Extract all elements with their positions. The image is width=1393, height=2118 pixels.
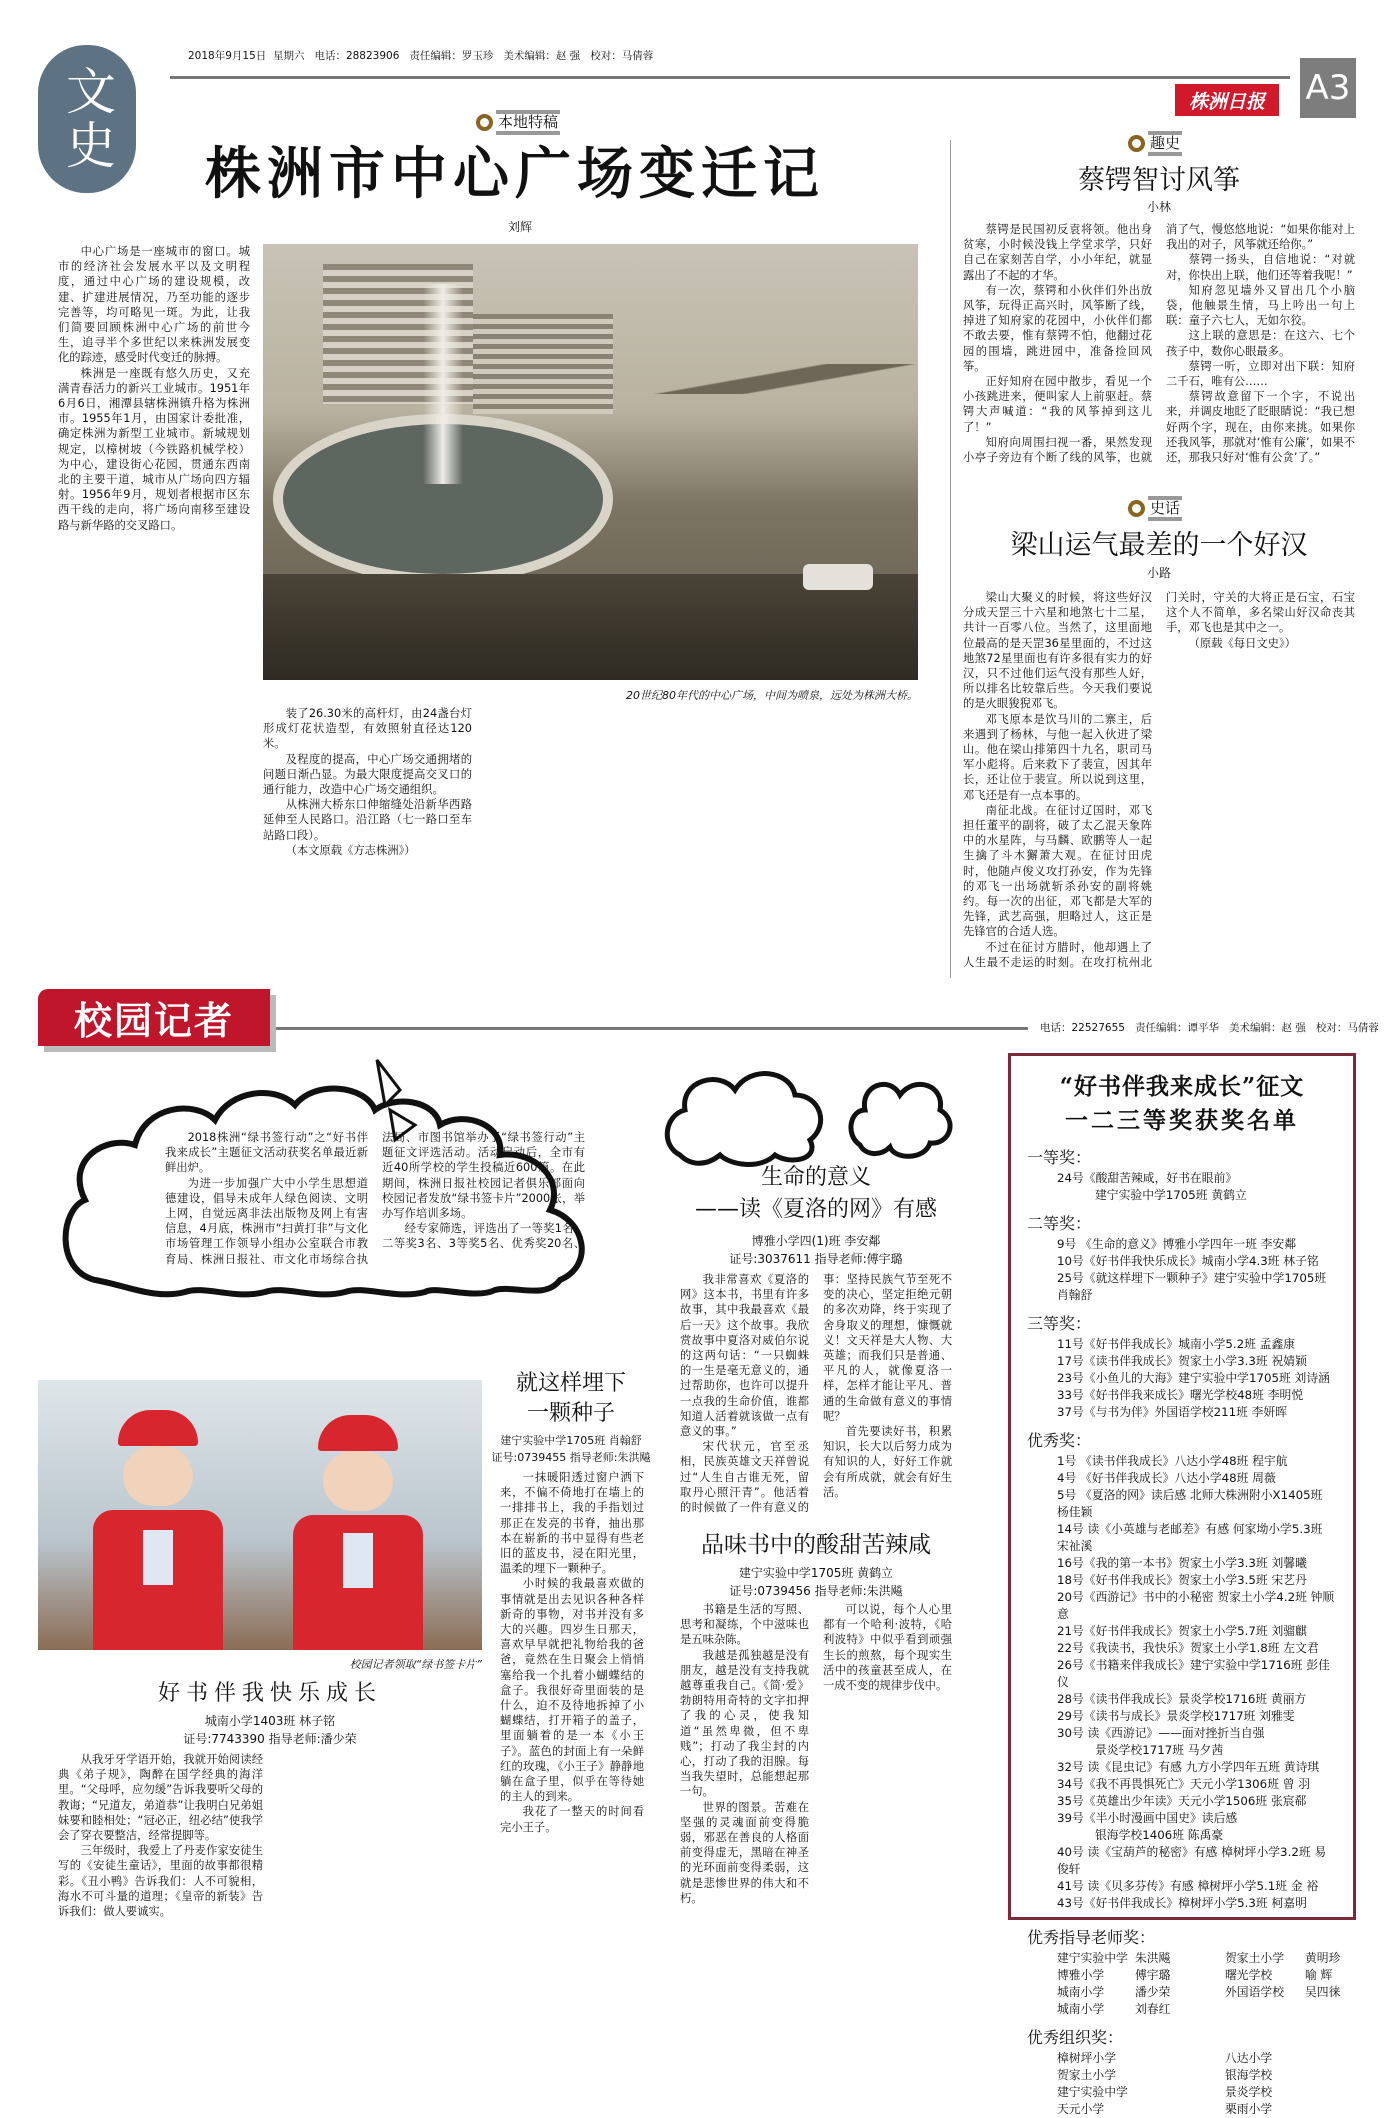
paragraph: 正好知府在园中散步，看见一个小孩跳进来，便叫家人上前驱赶。蔡锷大声喊道：“我的风筝掉到这儿了！” xyxy=(963,375,1152,434)
award-entry xyxy=(1027,1708,1337,1725)
award-entry-school: 建宁实验中学1705班 黄鹤立 xyxy=(1095,1188,1247,1202)
teacher-name: 喻 辉 xyxy=(1305,1968,1333,1982)
award-entry xyxy=(1027,1270,1337,1304)
org-name: 银海学校 xyxy=(1225,2068,1273,2082)
award-entry-title: 32号 读《昆虫记》有感 九方小学四年五班 黄诗琪 xyxy=(1057,1760,1320,1774)
section-badge xyxy=(38,45,136,193)
award-entry xyxy=(1027,1353,1337,1370)
paragraph: 书籍是生活的写照、思考和凝练，个中滋味也是五味杂陈。 xyxy=(680,1603,809,1647)
main-photo-caption: 20世纪80年代的中心广场，中间为喷泉，远处为株洲大桥。 xyxy=(626,689,918,702)
award-entry xyxy=(1027,1521,1337,1555)
paragraph: 为进一步加强广大中小学生思想道德建设，倡导未成年人绿色阅读、文明上网，自觉远离非法出版物及网上有害信息，4月底，株洲市“扫黄打非”与文化市场管理工作领导小组办公室联合市教育局、株洲日报社、市文化市场综合执法局、市图书馆举办了“绿书签行动”主题征文评选活动。活动启动后，全市有近40所学校的学生投稿近600篇。在此期间，株洲日报社校园记者俱乐部面向校园记者发放“绿书签卡片”2000张，举办写作培训多场。 xyxy=(165,1131,585,1266)
essay-happy-body xyxy=(58,1752,482,1928)
paragraph: 蔡锷一听，立即对出下联：知府二千石，唯有公…… xyxy=(1166,359,1355,389)
paragraph: 我越是孤独越是没有朋友，越是没有支持我就越尊重我自己。《简·爱》勃朗特用奇特的文字扣押了我的心灵，使我知道“虽然卑微，但不卑贱”；打动了我尘封的内心，打动了我的泪腺。每当我失望时，总能想起那一句。 xyxy=(680,1648,809,1799)
award-entry xyxy=(1027,1404,1337,1421)
teacher-school: 贺家土小学 xyxy=(1225,1951,1284,1965)
paragraph: 梁山大聚义的时候，将这些好汉分成天罡三十六星和地煞七十二星，共计一百零八位。当然了，这里面地位最高的是天罡36星里面的，不过这地煞72星里面也有许多很有实力的好汉，只不过他们运气没有那些人好，所以排名比较靠后些。今天我们要说的是火眼狻猊邓飞。 xyxy=(963,591,1152,711)
teacher-school: 城南小学 xyxy=(1057,1985,1105,1999)
teacher-name: 吴四徕 xyxy=(1305,1985,1341,1999)
award-entry-title: 25号《就这样埋下一颗种子》建宁实验中学1705班 肖翰舒 xyxy=(1057,1271,1327,1302)
teacher-school: 城南小学 xyxy=(1057,2002,1105,2016)
paragraph: 可以说，每个人心里都有一个哈利·波特，《哈利波特》中似乎看到顽强生长的煎熬，每个现实生活中的孩童甚至成人，在一成不变的规律步伐中。 xyxy=(823,1603,952,1693)
award-entry xyxy=(1027,1253,1337,1270)
orgs-label: 优秀组织奖： xyxy=(1027,2028,1124,2047)
side1-body xyxy=(963,222,1355,478)
award-entry-title: 4号 《好书伴我成长》八达小学48班 周薇 xyxy=(1057,1471,1276,1485)
orgs-list xyxy=(1027,2050,1337,2118)
paragraph: 我非常喜欢《夏洛的网》这本书，书里有许多故事，其中我最喜欢《最后一天》这个故事。我欣赏故事中夏洛对威伯尔说的这两句话：“一只蜘蛛的一生是毫无意义的，通过帮助你，也许可以提升一点我的生命价值，谁都知道人活着就该做一点有意义的事。” xyxy=(680,1273,809,1439)
award-entry-title: 35号《英雄出少年读》天元小学1506班 张宸郗 xyxy=(1057,1794,1307,1808)
campus-photo xyxy=(38,1380,482,1650)
paragraph: 我花了一整天的时间看完小王子。 xyxy=(500,1805,644,1834)
award-category-label: 一等奖： xyxy=(1027,1148,1092,1167)
award-category-label: 二等奖： xyxy=(1027,1214,1092,1233)
org-name: 栗雨小学 xyxy=(1225,2102,1273,2116)
paragraph: 这上联的意思是：在这六、七个孩子中，数你心眼最多。 xyxy=(1166,329,1355,358)
teachers-label: 优秀指导老师奖： xyxy=(1027,1928,1156,1947)
campus-intro xyxy=(165,1130,585,1270)
essay-happy-cert: 证号:7743390 指导老师:潘少荣 xyxy=(183,1732,357,1746)
photo-child xyxy=(288,1415,428,1650)
paragraph: 邓飞原本是饮马川的二寨主，后来遇到了杨林，与他一起入伙进了梁山。他在梁山排第四十九名，职司马军小彪将。后来救下了裴宣，因其年长，还让位于裴宣。所以说到这里，邓飞还是有一点本事的。 xyxy=(963,712,1152,802)
award-entry xyxy=(1027,1640,1337,1657)
paragraph: 知府忽见墙外又冒出几个小脑袋，他触景生情，马上吟出一句上联：童子六七人，无如尔狡。 xyxy=(1166,283,1355,328)
paragraph: 蔡锷是民国初反袁将领。他出身贫寒，小时候没钱上学堂求学，只好自己在家刻苦自学，小小年纪，就显露出了不起的才华。 xyxy=(963,223,1152,282)
award-entry xyxy=(1027,1657,1337,1691)
award-entry xyxy=(1027,1370,1337,1387)
award-entry-title: 18号《好书伴我成长》贺家土小学3.5班 宋艺丹 xyxy=(1057,1573,1307,1587)
main-title: 株洲市中心广场变迁记 xyxy=(205,142,825,207)
award-entry xyxy=(1027,1336,1337,1353)
award-title-1: “好书伴我来成长”征文 xyxy=(1059,1073,1305,1100)
essay-taste-title: 品味书中的酸甜苦辣咸 xyxy=(701,1532,931,1558)
kicker-ring-icon xyxy=(476,114,493,131)
section-badge-text: 文史 xyxy=(58,65,116,173)
award-entry-title: 34号《我不再畏惧死亡》天元小学1306班 曾 羽 xyxy=(1057,1777,1311,1791)
award-categories xyxy=(1027,1146,1337,1912)
essay-seed-cert: 证号:0739455 指导老师:朱洪飚 xyxy=(491,1451,651,1464)
award-entry-title: 9号 《生命的意义》博雅小学四年一班 李安鄰 xyxy=(1057,1237,1297,1251)
kicker-label: 史话 xyxy=(1148,496,1182,521)
newspaper-logo: 株洲日报 xyxy=(1175,84,1279,116)
award-entry-title: 30号 读《西游记》——面对挫折当自强 xyxy=(1057,1726,1265,1740)
paragraph: 蔡锷一扬头，自信地说：“对就对，你快出上联，他们还等着我呢！” xyxy=(1166,253,1355,282)
paragraph: 装了26.30米的高杆灯，由24盏台灯形成灯花状造型，有效照射直径达120米。 xyxy=(263,707,472,751)
award-entry-title: 16号《我的第一本书》贺家土小学3.3班 刘馨曦 xyxy=(1057,1556,1307,1570)
main-kicker xyxy=(476,110,560,135)
paragraph: 中心广场是一座城市的窗口。城市的经济社会发展水平以及文明程度，通过中心广场的建设规模，改建、扩建进展情况，乃至功能的逐步完善等，均可略见一斑。为此，让我们简要回顾株洲中心广场的前世今生，追寻半个多世纪以来株洲发展变化的踪迹，感受时代变迁的脉搏。 xyxy=(58,245,250,365)
campus-rule xyxy=(276,1027,1028,1030)
award-entry xyxy=(1027,1725,1337,1759)
award-entry-title: 33号《好书伴我来成长》曙光学校48班 李明悦 xyxy=(1057,1388,1304,1402)
teacher-name: 黄明珍 xyxy=(1305,1951,1341,1965)
teacher-name: 潘少荣 xyxy=(1135,1985,1171,1999)
paragraph: 南征北战。在征讨辽国时，邓飞担任董平的副将，破了太乙混天象阵中的水星阵，与马麟、欧鹏等人一起生擒了斗木獬萧大观。在征讨田虎时，他随卢俊义攻打孙安，作为先锋的邓飞一出场就斩杀孙安的副将姚约。每一次的出征，邓飞都是大军的先锋，武艺高强，胆略过人，这正是先锋官的合适人选。 xyxy=(963,803,1152,939)
paragraph: 从我牙牙学语开始，我就开始阅读经典《弟子规》，陶醉在国学经典的海洋里。“父母呼，应勿缓”告诉我要听父母的教诲；“兄道友，弟道恭”让我明白兄弟姐妹要和睦相处；“冠必正，纽必结”使我学会了穿衣要整洁，经常提脚等。 xyxy=(58,1753,263,1843)
award-entry xyxy=(1027,1691,1337,1708)
award-entry-school: 景炎学校1717班 马夕茜 xyxy=(1095,1743,1224,1757)
essay-taste-body xyxy=(680,1602,952,1928)
paragraph: 一抹暖阳透过窗户洒下来，不偏不倚地打在墙上的一排排书上，我的手指划过那正在发亮的书脊，抽出那本在崭新的书中显得有些老旧的蓝皮书，浸在阳光里，温柔的埋下一颗种子。 xyxy=(500,1471,644,1576)
paragraph: 宋代状元，官至丞相，民族英雄文天祥曾说过“人生自古谁无死，留取丹心照汗青”。他活着的时候做了一件有意义的事：坚持民族气节至死不变的决心，坚定拒绝元朝的多次劝降，终于实现了舍身取义的理想，慷慨就义！文天祥是大人物、大英雄；而我们只是普通、平凡的人，就像夏洛一样，怎样才能让平凡、普通的生命做有意义的事情呢？ xyxy=(680,1273,952,1515)
org-name: 八达小学 xyxy=(1225,2051,1273,2065)
award-entry-school: 银海学校1406班 陈禹豪 xyxy=(1095,1828,1224,1842)
award-entry xyxy=(1027,1453,1337,1470)
campus-photo-caption: 校园记者领取“绿书签卡片” xyxy=(349,1658,482,1671)
paragraph: 三年级时，我爱上了丹麦作家安徒生写的《安徒生童话》，里面的故事都很精彩。《丑小鸭》告诉我们：人不可貌相，海水不可斗量的道理；《皇帝的新装》告诉我们：做人要诚实。 xyxy=(58,1844,263,1919)
award-entry-title: 24号《酸甜苦辣咸，好书在眼前》 xyxy=(1057,1171,1238,1185)
award-entry xyxy=(1027,1470,1337,1487)
essay-life-byline: 博雅小学四(1)班 李安鄰 xyxy=(751,1234,881,1248)
teacher-school: 外国语学校 xyxy=(1225,1985,1284,1999)
campus-info: 电话：22527655 责任编辑：谭平华 美术编辑：赵 强 校对：马倩蓉 xyxy=(1040,1022,1379,1034)
award-entry-title: 20号《西游记》书中的小秘密 贺家土小学4.2班 钟顺意 xyxy=(1057,1590,1335,1621)
org-name: 贺家土小学 xyxy=(1057,2068,1116,2082)
award-entry-title: 17号《读书伴我成长》贺家土小学3.3班 祝婧颖 xyxy=(1057,1354,1307,1368)
cloud-outline xyxy=(851,1084,950,1156)
award-entry-title: 23号《小鱼儿的大海》建宁实验中学1705班 刘诗涵 xyxy=(1057,1371,1330,1385)
teacher-name: 刘春红 xyxy=(1135,2002,1171,2016)
award-entry xyxy=(1027,1793,1337,1810)
award-list-box xyxy=(1008,1053,1356,2116)
essay-seed-title-2: 一颗种子 xyxy=(526,1401,615,1426)
teachers-list xyxy=(1027,1950,1341,2018)
teacher-name: 傅宇璐 xyxy=(1135,1968,1171,1982)
org-name: 天元小学 xyxy=(1057,2102,1105,2116)
essay-taste-byline: 建宁实验中学1705班 黄鹤立 xyxy=(738,1566,894,1580)
org-name: 建宁实验中学 xyxy=(1057,2085,1128,2099)
header-info: 2018年9月15日 星期六 电话：28823906 责任编辑：罗玉珍 美术编辑：赵 强 校对：马倩蓉 xyxy=(188,50,654,62)
award-entry xyxy=(1027,1776,1337,1793)
award-entry-title: 43号《好书伴我成长》樟树坪小学5.3班 柯嘉明 xyxy=(1057,1896,1307,1910)
org-name: 景炎学校 xyxy=(1225,2085,1273,2099)
award-entry-title: 10号《好书伴我快乐成长》城南小学4.3班 林子铭 xyxy=(1057,1254,1319,1268)
award-entry xyxy=(1027,1623,1337,1640)
small-clouds xyxy=(660,1055,960,1170)
award-entry xyxy=(1027,1572,1337,1589)
photo-bridge xyxy=(643,364,918,394)
campus-section-label: 校园记者 xyxy=(73,999,234,1043)
campus-section-tab xyxy=(38,989,270,1046)
main-bottom-columns xyxy=(263,706,918,978)
award-entry xyxy=(1027,1236,1337,1253)
side2-kicker xyxy=(1128,496,1182,521)
award-entry xyxy=(1027,1170,1337,1204)
award-title-2: 一二三等奖获奖名单 xyxy=(1065,1107,1299,1134)
award-entry xyxy=(1027,1555,1337,1572)
award-entry-title: 22号《我读书，我快乐》贺家土小学1.8班 左文君 xyxy=(1057,1641,1319,1655)
paragraph: 首先要读好书，积累知识，长大以后努力成为有知识的人，好好工作就会有所成就，就会有好生活。 xyxy=(823,1425,952,1499)
teacher-school: 建宁实验中学 xyxy=(1057,1951,1128,1965)
award-entry-title: 5号 《夏洛的网》读后感 北师大株洲附小X1405班 杨佳颖 xyxy=(1057,1488,1323,1519)
essay-seed-title-1: 就这样埋下 xyxy=(515,1371,626,1396)
paragraph: 及程度的提高，中心广场交通拥堵的问题日渐凸显。为最大限度提高交叉口的通行能力，改造中心广场交通组织。 xyxy=(263,752,472,797)
teacher-name: 朱洪飚 xyxy=(1135,1951,1171,1965)
essay-life-body xyxy=(680,1272,952,1530)
header-rule xyxy=(170,76,1290,79)
main-photo xyxy=(263,244,918,680)
award-entry xyxy=(1027,1878,1337,1895)
paragraph: 小时候的我最喜欢做的事情就是出去见识各种各样新奇的事物，对书并没有多大的兴趣。四岁生日那天，喜欢早早就把礼物给我的爸爸，竟然在生日聚会上悄悄塞给我一个扎着小蝴蝶结的盒子。我很好奇里面装的是什么，迫不及待地拆掉了小蝴蝶结，打开箱子的盖子，里面躺着的是一本《小王子》。蓝色的封面上有一朵鲜红的玫瑰，《小王子》静静地躺在盒子里，似乎在等待她的主人的到来。 xyxy=(500,1577,644,1804)
award-entry xyxy=(1027,1759,1337,1776)
side1-author: 小林 xyxy=(1146,200,1171,214)
paragraph: 株洲是一座既有悠久历史，又充满青春活力的新兴工业城市。1951年6月6日，湘潭县辖株洲镇升格为株洲市。1955年1月，由国家计委批准，确定株洲为新型工业城市。新城规划规定，以樟树坡（今铁路机械学校）为中心，建设街心花园，贯通东西南北的主要干道，城市从广场向四方辐射。1956年9月，规划者根据市区东西干线的走向，将广场向南移至建设路与新华路的交叉路口。 xyxy=(58,366,250,532)
award-entry xyxy=(1027,1844,1337,1878)
award-category-label: 优秀奖： xyxy=(1027,1431,1092,1450)
essay-life-title: 生命的意义 xyxy=(760,1165,871,1190)
photo-child xyxy=(88,1410,228,1650)
essay-happy-byline: 城南小学1403班 林子铭 xyxy=(204,1714,336,1728)
page-number: A3 xyxy=(1300,58,1356,118)
award-entry-title: 14号 读《小英雄与老邮差》有感 何家坳小学5.3班 宋祉溪 xyxy=(1057,1522,1323,1553)
award-entry-title: 11号《好书伴我成长》城南小学5.2班 孟鑫康 xyxy=(1057,1337,1296,1351)
kicker-ring-icon xyxy=(1128,500,1145,517)
teacher-school: 曙光学校 xyxy=(1225,1968,1273,1982)
award-entry xyxy=(1027,1487,1337,1521)
main-author: 刘辉 xyxy=(508,220,533,234)
essay-taste-cert: 证号:0739456 指导老师:朱洪飚 xyxy=(729,1584,903,1598)
column-divider xyxy=(950,140,951,978)
cloud-outline xyxy=(667,1074,820,1165)
paragraph: 知府向周围扫视一番，果然发现小亭子旁边有个断了线的风筝，也就消了气，慢悠悠地说：“如果你能对上我出的对子，风筝就还给你。” xyxy=(963,223,1355,465)
paragraph: 蔡锷故意留下一个字，不说出来，并调皮地眨了眨眼睛说：“我已想好两个字，现在，由你来挑。如果你还我风筝，那就对‘惟有公廉’，如果不还，那我只好对‘惟有公贪’了。” xyxy=(1166,390,1355,465)
org-name: 樟树坪小学 xyxy=(1057,2051,1116,2065)
paragraph: 不过在征讨方腊时，他却遇上了人生最不走运的时刻。在攻打杭州北门关时，守关的大将正是石宝，石宝这个人不简单，多名梁山好汉命丧其手，邓飞也是其中之一。 xyxy=(963,591,1355,969)
side1-kicker xyxy=(1128,131,1182,156)
main-left-column xyxy=(58,244,250,976)
teacher-school: 博雅小学 xyxy=(1057,1968,1105,1982)
kicker-label: 本地特稿 xyxy=(496,110,560,135)
paragraph: （原载《每日文史》） xyxy=(1188,636,1296,650)
award-entry xyxy=(1027,1589,1337,1623)
paragraph: （本文原载《方志株洲》） xyxy=(285,843,416,857)
award-entry-title: 37号《与书为伴》外国语学校211班 李妍晖 xyxy=(1057,1405,1288,1419)
award-entry xyxy=(1027,1895,1337,1912)
photo-car xyxy=(803,564,873,590)
side2-author: 小路 xyxy=(1146,566,1171,580)
award-entry xyxy=(1027,1387,1337,1404)
kicker-ring-icon xyxy=(1128,135,1145,152)
award-entry xyxy=(1027,1810,1337,1844)
paragraph: 有一次，蔡锷和小伙伴们外出放风筝，玩得正高兴时，风筝断了线，掉进了知府家的花园中，小伙伴们都不敢去要，惟有蔡锷不怕，他翻过花园的围墙，跳进园中，准备捡回风筝。 xyxy=(963,283,1152,373)
photo-fountain-jet xyxy=(423,284,463,484)
photo-building xyxy=(473,314,613,414)
award-entry-title: 29号《读书与成长》景炎学校1717班 刘雅雯 xyxy=(1057,1709,1295,1723)
side2-body xyxy=(963,590,1355,978)
award-category-label: 三等奖： xyxy=(1027,1314,1092,1333)
side2-title: 梁山运气最差的一个好汉 xyxy=(1010,530,1308,561)
essay-life-subtitle: ——读《夏洛的网》有感 xyxy=(694,1197,937,1222)
award-entry-title: 21号《好书伴我成长》贺家土小学5.7班 刘骝麒 xyxy=(1057,1624,1307,1638)
paragraph: 世界的图景。苦难在坚强的灵魂面前变得脆弱，邪恶在善良的人格面前变得虚无，黑暗在神圣的光环面前变得柔弱，这就是悲惨世界的伟大和不朽。 xyxy=(680,1800,809,1905)
award-entry-title: 41号 读《贝多芬传》有感 樟树坪小学5.1班 金 裕 xyxy=(1057,1879,1319,1893)
essay-seed-byline: 建宁实验中学1705班 肖翰舒 xyxy=(500,1434,642,1447)
paragraph: 从株洲大桥东口伸缩缝处沿新华西路延伸至人民路口。沿江路（七一路口至车站路口段）。 xyxy=(263,798,472,842)
essay-life-cert: 证号:3037611 指导老师:傅宇璐 xyxy=(729,1252,903,1266)
side1-title: 蔡锷智讨风筝 xyxy=(1078,165,1240,196)
paragraph: 2018株洲“绿书签行动”之“好书伴我来成长”主题征文活动获奖名单最近新鲜出炉。 xyxy=(165,1131,368,1175)
essay-happy-title: 好书伴我快乐成长 xyxy=(157,1681,382,1706)
kicker-label: 趣史 xyxy=(1148,131,1182,156)
award-entry-title: 26号《书籍来伴我成长》建宁实验中学1716班 彭佳仪 xyxy=(1057,1658,1330,1689)
award-entry-title: 1号 《读书伴我成长》八达小学48班 程宇航 xyxy=(1057,1454,1288,1468)
essay-seed-body xyxy=(500,1470,644,1928)
paragraph: 经专家筛选，评选出了一等奖1名、二等奖3名、3等奖5名、优秀奖20名、 xyxy=(382,1222,585,1251)
award-entry-title: 40号 读《宝葫芦的秘密》有感 樟树坪小学3.2班 易俊轩 xyxy=(1057,1845,1327,1876)
award-entry-title: 28号《读书伴我成长》景炎学校1716班 黄丽方 xyxy=(1057,1692,1307,1706)
award-entry-title: 39号《半小时漫画中国史》读后感 xyxy=(1057,1811,1238,1825)
